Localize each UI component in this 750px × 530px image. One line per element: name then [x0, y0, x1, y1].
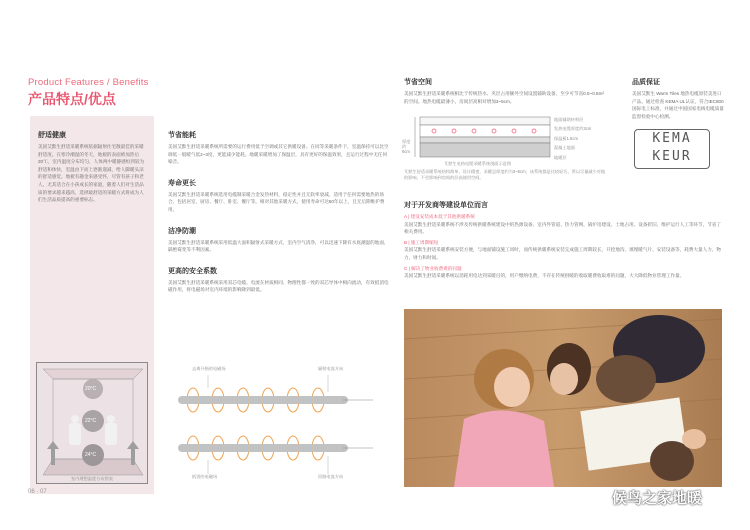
lifespan-body: 美国艾默生舒适采暖系统选用电缆制采暖合金发热材料，稳定性并且无软率衰减，适用于任何需要地热的场合，包括居室、厨房、餐厅、卧室、餐厅等。相对其他采暖方式，使用寿命可达50年以上，且无后期维护费用。: [168, 191, 385, 212]
space-title: 节省空间: [404, 79, 432, 86]
floor-layers-drawing: [412, 115, 572, 167]
cable-label-d: 抵消的电磁场: [192, 474, 218, 479]
family-on-floor-image: [404, 309, 722, 487]
cable-illustration: [168, 370, 390, 480]
space-caption: 艾默生舒适采暖系统结构简单，设计精密，采暖总厚度约为3~5cm，该系统都是比较轻巧，所以尽量减少对地的影响，不会影响到房间的层高使用空间。: [404, 169, 606, 180]
space-section: [404, 77, 606, 105]
temp-label-mid: 22°C: [85, 418, 97, 424]
floor-section-diagram: [404, 115, 606, 185]
dev-item-c-sub: C | 解决了物业收费难的问题: [404, 265, 462, 271]
dev-item-b-body: 美国艾默生舒适采暖系统安装方便，与地面铺设施工同时，而传统供暖系统安装完成施工周期较长，开挖地沟、填埋暖气片、安装设备等，耗费大量人力、物力、财力和时间。: [404, 247, 721, 260]
middle-column: [168, 130, 390, 306]
layer-2: 发热电缆厚度约3cm: [554, 126, 592, 131]
temp-label-bottom: 24°C: [85, 452, 97, 458]
header-title-en: Product Features / Benefits: [28, 77, 149, 88]
header-title-cn: 产品特点/优点: [28, 91, 116, 107]
dev-item-c: [404, 265, 722, 280]
clean-title: 洁净防潮: [168, 227, 196, 235]
watermark: [595, 487, 702, 508]
developer-title: 对于开发商等建设单位而言: [404, 202, 488, 209]
wechat-icon: [595, 492, 609, 504]
safety-section: [168, 266, 390, 294]
comfort-section: [38, 130, 148, 204]
safety-body: 美国艾默生舒适采暖系统采用双芯电缆、电流在材质相同、物理性都一致的双芯导体中相向流动，有效抵消电磁作用，将电磁场对室内环境的影响降到最低。: [168, 279, 389, 293]
temp-label-top: 20°C: [85, 386, 97, 392]
energy-section: [168, 130, 390, 166]
dev-item-b: [404, 239, 722, 262]
kema-logo-line2: KEUR: [652, 149, 692, 165]
thickness-label: 厚度约6cm: [402, 139, 411, 154]
quality-body: 美国艾默生 Warm Tiles 地热电缆原装美进口产品。通过检查 KEMA UL认证，符合IEC800国际电工标准，并通过中国国家电线电缆质量监督检验中心检测。: [632, 91, 724, 119]
developer-section: [404, 200, 722, 280]
layer-3: 保温板1.5cm: [554, 136, 578, 141]
dev-item-a: [404, 213, 722, 236]
quality-title: 品质保证: [632, 79, 660, 86]
safety-title: 更高的安全系数: [168, 267, 217, 275]
cable-label-c: 回路电流方向: [318, 474, 344, 479]
dev-item-b-sub: B | 施工周期缩短: [404, 239, 439, 245]
cable-label-a: 去离开指的电磁场: [192, 366, 226, 371]
section-figure-note: 艾默生电热电缆采暖系统剖面示意图: [444, 161, 512, 166]
kema-logo: [634, 129, 710, 169]
cable-diagram: [168, 356, 390, 486]
layer-1: 地面辅助材料层: [554, 117, 584, 122]
space-body: 美国艾默生舒适采暖系统相比于传统热水、夹层占用额外空间设置辅助设备，至少可节省0.5~0.8m²的空间。地热电缆最薄小，房间层高相对增加3~5cm。: [404, 91, 604, 104]
clean-body: 美国艾默生舒适采暖系统采用低温大面积辐射式采暖方式，室内空气清净，可以迅速下降有水底潮湿的地面，隔绝霉变等不利因素。: [168, 239, 389, 253]
dev-item-a-body: 美国艾默生舒适采暖系统不涉及传统供暖系统建设中的热源设备、室内外管道、热力管网、锅炉房建设、土地占用、设备折旧、维护运行人工等环节，节省了相关费用。: [404, 221, 721, 235]
dev-item-a-sub: A | 建设安装成本低于其他供暖系统: [404, 214, 475, 219]
kema-logo-line1: KEMA: [652, 131, 692, 147]
watermark-text: 候鸟之家地暖: [612, 490, 703, 507]
clean-section: [168, 226, 390, 254]
quality-section: [632, 77, 724, 169]
energy-body: 美国艾默生舒适采暖系统所需要的运行费用低于空调或其它供暖设备。在同等采暖条件下，室温保持可以比空调低一般暖气低2~3度，更能减少能耗。地暖采暖增加了保温层，具有更好的保温效果，且运行过程中无任何噪音。: [168, 144, 389, 165]
room-temperature-illustration: [37, 363, 149, 485]
diagram-caption: 室内理想温度分布图表: [71, 476, 113, 481]
layer-5: 地暖层: [554, 155, 567, 160]
energy-title: 节省能耗: [168, 132, 196, 139]
layer-4: 混凝土地面: [554, 145, 575, 150]
lifespan-title: 寿命更长: [168, 179, 196, 187]
comfort-body: 美国艾默生舒适采暖系统依据辐射住宅散最佳的采暖舒适度。在寒冷潮湿的冬天，地板的表面被加热后20℃，室内温度分布均匀，人体两中暖静感恒到较为舒适和体快，室温由下而上逐渐递减，给人脚暖头凉的舒适感觉。地板有趣金来感受怀，尽管有孩子和老人，尤其适合在小孩成长的家庭，随着人们对生活品质的要求越来越高，选择最舒适的采暖方式将成为人们生活品质提高的重要标志。: [38, 144, 145, 203]
cable-label-b: 辐射电流方向: [318, 366, 344, 371]
dev-item-c-body: 美国艾默生舒适采暖系统以消耗用电达到采暖目的，用户缴纳电费，不存在传统供暖的收取暖费收取难的问题，大大降低物业管理工作量。: [404, 273, 685, 279]
lifespan-section: [168, 178, 390, 214]
comfort-title: 舒适健康: [38, 132, 66, 139]
temperature-diagram: [36, 362, 148, 484]
family-photo: [404, 309, 722, 487]
page-number: 06 · 07: [28, 489, 47, 495]
